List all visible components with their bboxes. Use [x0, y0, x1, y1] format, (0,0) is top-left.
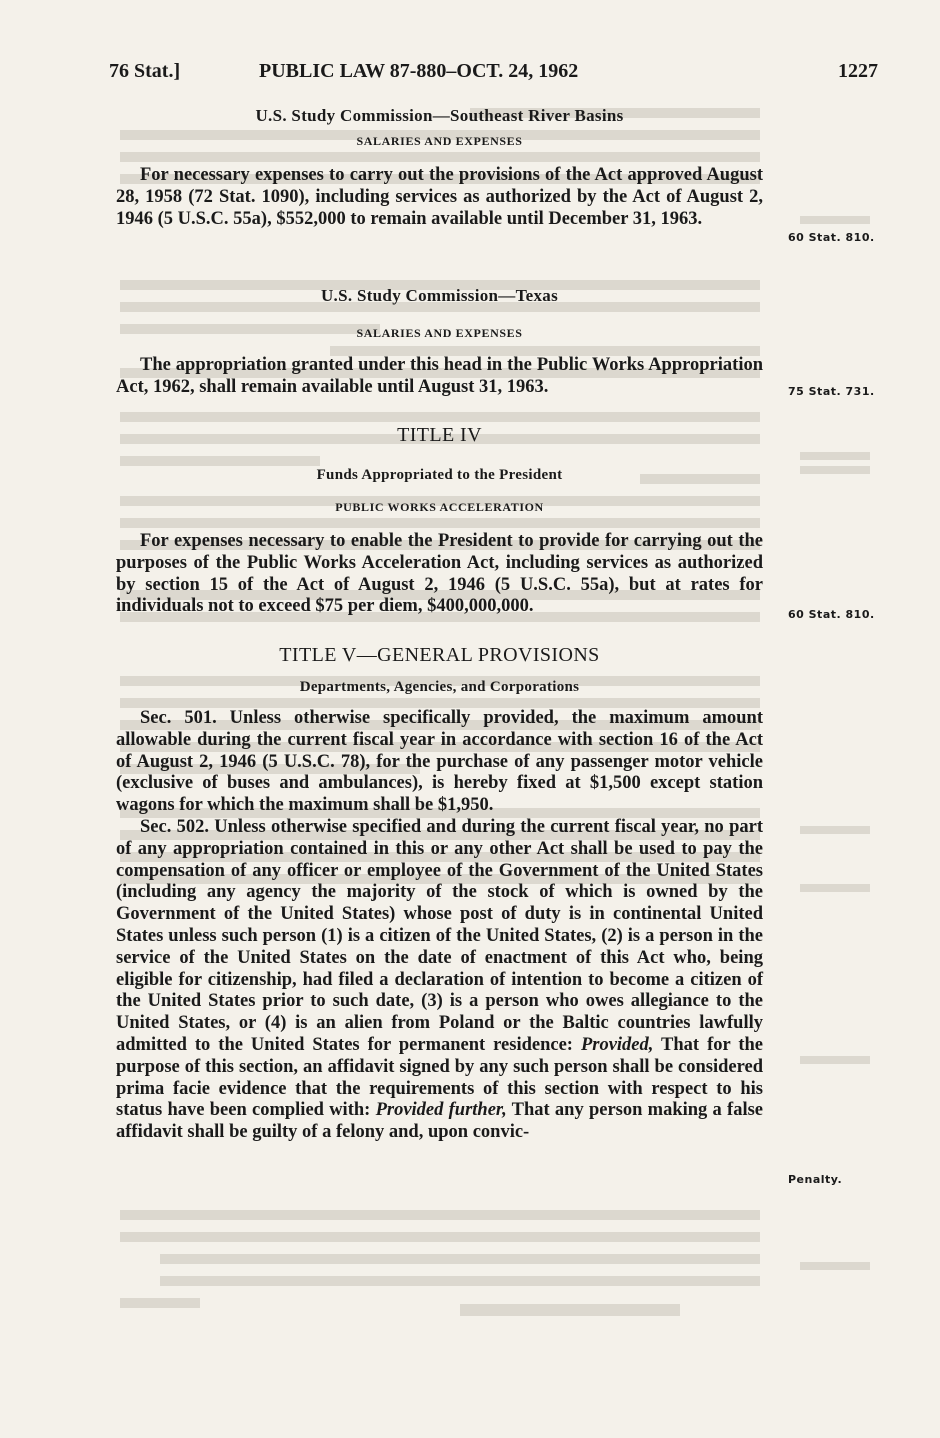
sec-502-part2: That for the purpose of this section, an affidavit signed by any such person shall be considered prima facie evidence that the requirements of this section with respect to his status have been complied with: [116, 1034, 763, 1121]
running-header [109, 60, 910, 86]
page-number: 1227 [838, 60, 878, 82]
title-heading: TITLE V—GENERAL PROVISIONS [279, 644, 600, 666]
section-southeast-river-basins [116, 106, 763, 230]
sec-502-part3: That any person making a false affidavit shall be guilty of a felony and, upon convic- [116, 1100, 764, 1143]
title-text: For expenses necessary to enable the President to provide for carrying out the purposes of the Public Works Acceleration Act, including services as authorized by section 15 of the Act of August 2, 1946 (5 U.S.C. 55a), but at rates for individuals not to exceed $75 per diem, $400,000,000. [116, 531, 763, 617]
margin-note-penalty: Penalty. [788, 1173, 843, 1186]
section-heading: U.S. Study Commission—Southeast River Basins [255, 106, 624, 125]
proviso-further: Provided further, [375, 1100, 507, 1121]
title-v [116, 644, 763, 1144]
law-title: PUBLIC LAW 87-880–OCT. 24, 1962 [259, 60, 579, 82]
sec-501: Sec. 501. Unless otherwise specifically provided, the maximum amount allowable during the current fiscal year in accordance with section 16 of the Act of August 2, 1946 (5 U.S.C. 78), for the purchase of any passenger motor vehicle (exclusive of buses and ambulances), is hereby fixed at $1,500 except station wagons for which the maximum shall be $1,950. [116, 708, 763, 816]
section-subheading: SALARIES AND EXPENSES [356, 134, 523, 148]
section-texas [116, 286, 763, 399]
title-subheading: Funds Appropriated to the President [316, 467, 563, 483]
section-subheading: SALARIES AND EXPENSES [356, 326, 523, 340]
section-heading: U.S. Study Commission—Texas [320, 286, 559, 305]
sec-502 [116, 817, 763, 1144]
proviso: Provided, [580, 1034, 654, 1055]
margin-note-citation: 75 Stat. 731. [788, 385, 875, 398]
title-heading: TITLE IV [397, 424, 482, 446]
margin-note-citation: 60 Stat. 810. [788, 608, 875, 621]
margin-note-citation: 60 Stat. 810. [788, 231, 875, 244]
title-subsubheading: PUBLIC WORKS ACCELERATION [335, 500, 544, 514]
volume-citation: 76 Stat.] [109, 60, 181, 82]
section-text: For necessary expenses to carry out the provisions of the Act approved August 28, 1958 (72 Stat. 1090), including services as authorized by the Act of August 2, 1946 (5 U.S.C. 55a), $552,000 to remain available until December 31, 1963. [116, 165, 763, 229]
title-iv [116, 424, 763, 618]
sec-502-part1: Sec. 502. Unless otherwise specified and during the current fiscal year, no part of any appropriation contained in this or any other Act shall be used to pay the compensation of any officer or employee of the Government of the United States (including any agency the majority of the stock of which is owned by the Government of the United States) whose post of duty is in continental United States unless such person (1) is a citizen of the United States, (2) is a person in the service of the United States on the date of enactment of this Act who, being eligible for citizenship, had filed a declaration of intention to become a citizen of the United States prior to such date, (3) is a person who owes allegiance to the United States, or (4) is an alien from Poland or the Baltic countries lawfully admitted to the United States for permanent residence: [116, 816, 763, 1055]
section-text: The appropriation granted under this head in the Public Works Appropriation Act, 1962, shall remain available until August 31, 1963. [116, 355, 763, 397]
title-subheading: Departments, Agencies, and Corporations [299, 679, 580, 695]
